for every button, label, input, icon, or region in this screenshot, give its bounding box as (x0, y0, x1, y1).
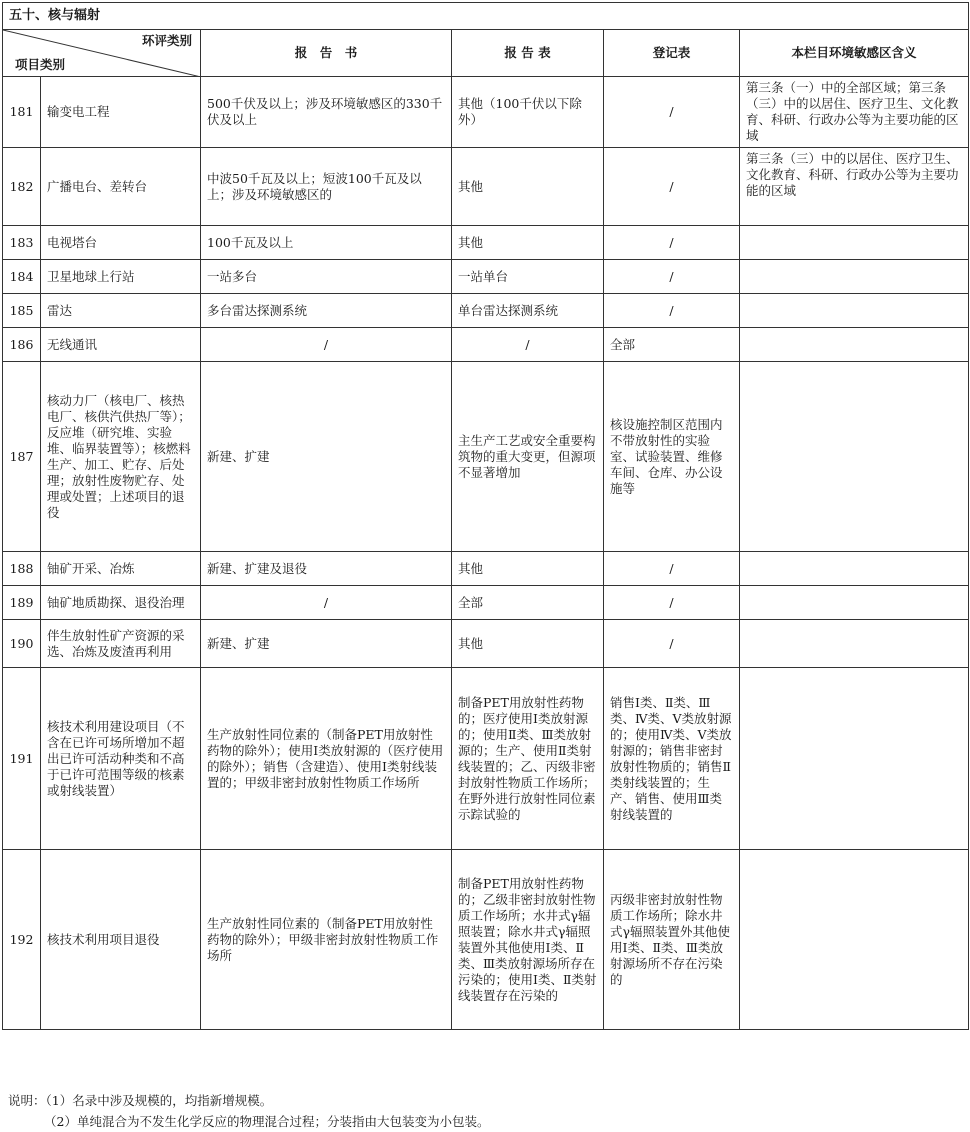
report-form-cell: 一站单台 (452, 260, 604, 294)
row-number: 186 (3, 328, 41, 362)
report-book-cell: 中波50千瓦及以上；短波100千瓦及以上；涉及环境敏感区的 (201, 148, 452, 226)
section-title-row (3, 3, 969, 30)
notes (8, 1090, 489, 1132)
report-form-cell: 单台雷达探测系统 (452, 294, 604, 328)
report-form-cell: 主生产工艺或安全重要构筑物的重大变更，但源项不显著增加 (452, 362, 604, 552)
report-form-cell: 制备PET用放射性药物的；医疗使用Ⅰ类放射源的；使用Ⅱ类、Ⅲ类放射源的；生产、使用Ⅱ类射线装置的；乙、丙级非密封放射性物质工作场所；在野外进行放射性同位素示踪试验的 (452, 668, 604, 850)
report-book-cell: 新建、扩建 (201, 620, 452, 668)
table-row (3, 328, 969, 362)
note-2: （2）单纯混合为不发生化学反应的物理混合过程；分装指由大包装变为小包装。 (44, 1114, 490, 1129)
report-form-cell: 全部 (452, 586, 604, 620)
row-number: 189 (3, 586, 41, 620)
project-category: 铀矿地质勘探、退役治理 (41, 586, 201, 620)
project-category: 铀矿开采、冶炼 (41, 552, 201, 586)
report-book-cell: / (201, 586, 452, 620)
register-cell: / (604, 148, 740, 226)
row-number: 183 (3, 226, 41, 260)
project-category: 无线通讯 (41, 328, 201, 362)
table-row (3, 586, 969, 620)
sensitive-area-cell (740, 620, 969, 668)
report-form-cell: 其他 (452, 552, 604, 586)
document-page (2, 2, 969, 1129)
report-book-cell: / (201, 328, 452, 362)
report-book-cell: 生产放射性同位素的（制备PET用放射性药物的除外）；使用I类放射源的（医疗使用的除外）；销售（含建造）、使用I类射线装置的；甲级非密封放射性物质工作场所 (201, 668, 452, 850)
report-form-cell: 制备PET用放射性药物的；乙级非密封放射性物质工作场所；水井式γ辐照装置；除水井式γ辐照装置外其他使用Ⅰ类、Ⅱ类、Ⅲ类放射源场所存在污染的；使用Ⅰ类、Ⅱ类射线装置存在污染的 (452, 850, 604, 1030)
project-category: 卫星地球上行站 (41, 260, 201, 294)
header-row (3, 30, 969, 77)
register-cell: 丙级非密封放射性物质工作场所；除水井式γ辐照装置外其他使用Ⅰ类、Ⅱ类、Ⅲ类放射源场所不存在污染的 (604, 850, 740, 1030)
register-cell: / (604, 552, 740, 586)
report-book-cell: 500千伏及以上；涉及环境敏感区的330千伏及以上 (201, 77, 452, 148)
header-sensitive-area: 本栏目环境敏感区含义 (740, 30, 969, 77)
row-number: 185 (3, 294, 41, 328)
project-category: 核动力厂（核电厂、核热电厂、核供汽供热厂等）；反应堆（研究堆、实验堆、临界装置等）；核燃料生产、加工、贮存、后处理；放射性废物贮存、处理或处置；上述项目的退役 (41, 362, 201, 552)
sensitive-area-cell (740, 260, 969, 294)
row-number: 188 (3, 552, 41, 586)
note-1: 说明：（1）名录中涉及规模的，均指新增规模。 (8, 1093, 273, 1108)
sensitive-area-cell (740, 668, 969, 850)
table-row (3, 77, 969, 148)
register-cell: / (604, 226, 740, 260)
register-cell: / (604, 77, 740, 148)
sensitive-area-cell: 第三条（三）中的以居住、医疗卫生、文化教育、科研、行政办公等为主要功能的区域 (740, 148, 969, 226)
report-form-cell: 其他（100千伏以下除外） (452, 77, 604, 148)
sensitive-area-cell (740, 328, 969, 362)
project-category: 伴生放射性矿产资源的采选、冶炼及废渣再利用 (41, 620, 201, 668)
classification-table (2, 2, 969, 1030)
report-form-cell: 其他 (452, 148, 604, 226)
table-row (3, 552, 969, 586)
table-row (3, 668, 969, 850)
row-number: 184 (3, 260, 41, 294)
row-number: 187 (3, 362, 41, 552)
register-cell: 核设施控制区范围内不带放射性的实验室、试验装置、维修车间、仓库、办公设施等 (604, 362, 740, 552)
report-form-cell: 其他 (452, 226, 604, 260)
table-row (3, 294, 969, 328)
table-row (3, 362, 969, 552)
header-corner-cell (3, 30, 201, 77)
sensitive-area-cell (740, 850, 969, 1030)
header-report-form: 报 告 表 (452, 30, 604, 77)
project-category: 电视塔台 (41, 226, 201, 260)
sensitive-area-cell (740, 362, 969, 552)
sensitive-area-cell (740, 226, 969, 260)
project-category: 广播电台、差转台 (41, 148, 201, 226)
header-corner-top: 环评类别 (141, 33, 192, 48)
sensitive-area-cell: 第三条（一）中的全部区域；第三条（三）中的以居住、医疗卫生、文化教育、科研、行政办公等为主要功能的区域 (740, 77, 969, 148)
report-form-cell: / (452, 328, 604, 362)
section-title: 五十、核与辐射 (3, 3, 969, 30)
report-form-cell: 其他 (452, 620, 604, 668)
register-cell: 销售Ⅰ类、Ⅱ类、Ⅲ类、Ⅳ类、Ⅴ类放射源的；使用Ⅳ类、Ⅴ类放射源的；销售非密封放射性物质的；销售Ⅱ类射线装置的；生产、销售、使用Ⅲ类射线装置的 (604, 668, 740, 850)
register-cell: 全部 (604, 328, 740, 362)
register-cell: / (604, 586, 740, 620)
row-number: 190 (3, 620, 41, 668)
table-row (3, 148, 969, 226)
table-row (3, 620, 969, 668)
report-book-cell: 生产放射性同位素的（制备PET用放射性药物的除外）；甲级非密封放射性物质工作场所 (201, 850, 452, 1030)
row-number: 182 (3, 148, 41, 226)
header-corner-bottom: 项目类别 (15, 57, 66, 72)
report-book-cell: 多台雷达探测系统 (201, 294, 452, 328)
report-book-cell: 一站多台 (201, 260, 452, 294)
report-book-cell: 新建、扩建及退役 (201, 552, 452, 586)
register-cell: / (604, 260, 740, 294)
sensitive-area-cell (740, 586, 969, 620)
row-number: 191 (3, 668, 41, 850)
project-category: 雷达 (41, 294, 201, 328)
project-category: 核技术利用项目退役 (41, 850, 201, 1030)
report-book-cell: 新建、扩建 (201, 362, 452, 552)
row-number: 181 (3, 77, 41, 148)
header-report-book: 报 告 书 (201, 30, 452, 77)
report-book-cell: 100千瓦及以上 (201, 226, 452, 260)
register-cell: / (604, 620, 740, 668)
sensitive-area-cell (740, 552, 969, 586)
table-row (3, 850, 969, 1030)
project-category: 输变电工程 (41, 77, 201, 148)
table-row (3, 260, 969, 294)
table-row (3, 226, 969, 260)
register-cell: / (604, 294, 740, 328)
row-number: 192 (3, 850, 41, 1030)
sensitive-area-cell (740, 294, 969, 328)
header-register: 登记表 (604, 30, 740, 77)
project-category: 核技术利用建设项目（不含在已许可场所增加不超出已许可活动种类和不高于已许可范围等级的核素或射线装置） (41, 668, 201, 850)
